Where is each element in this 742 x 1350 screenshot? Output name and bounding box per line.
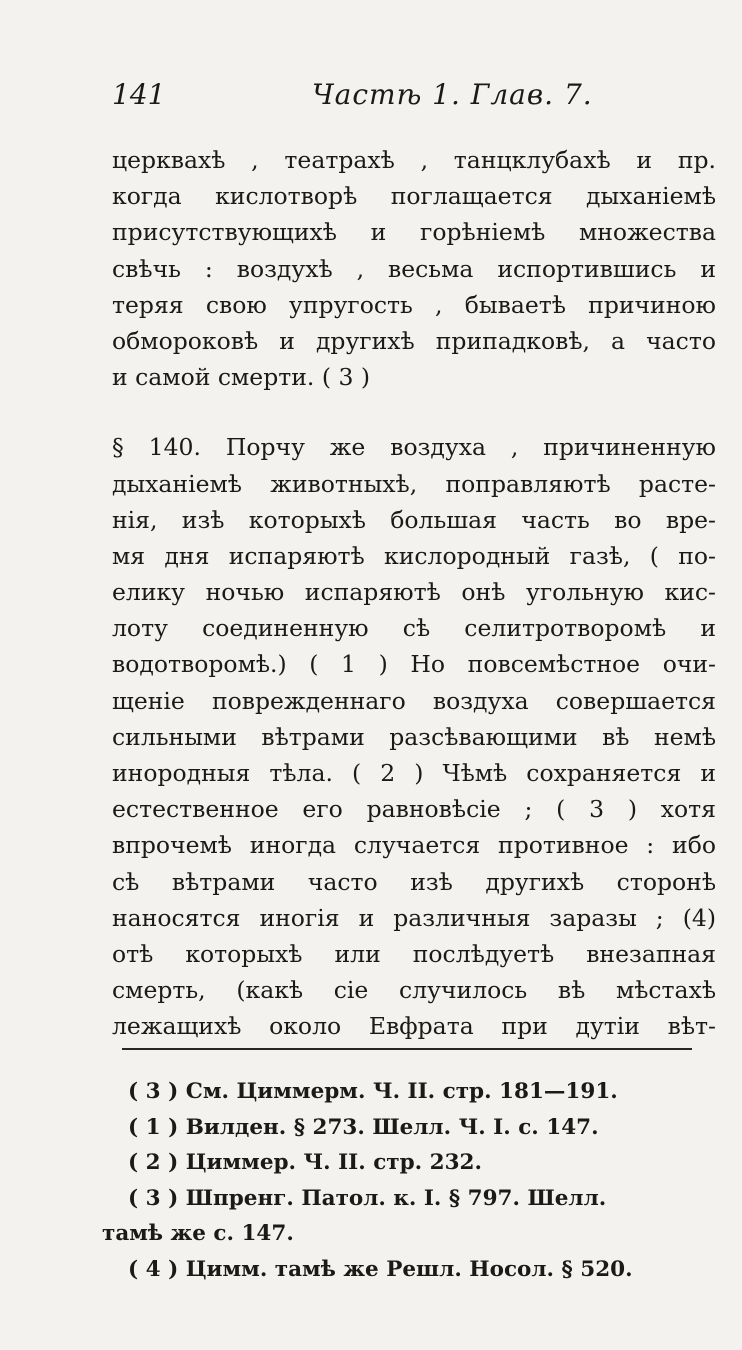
text-line: естественное его равновѣсіе ; ( 3 ) хотя [112, 795, 716, 824]
footnote: ( 3 ) См. Циммерм. Ч. II. стр. 181—191. [128, 1079, 618, 1104]
text-line: мя дня испаряютѣ кислородный газѣ, ( по- [112, 541, 716, 570]
footnote: ( 2 ) Циммер. Ч. II. стр. 232. [128, 1150, 482, 1176]
text-line: сильными вѣтрами разсѣвающими вѣ немѣ [112, 722, 716, 751]
text-line: впрочемѣ иногда случается противное : ибо [112, 831, 716, 860]
footnote-continuation: тамѣ же с. 147. [102, 1221, 294, 1247]
page-number: 141 [112, 78, 166, 111]
footnotes [102, 1074, 716, 1288]
text-line: инородныя тѣла. ( 2 ) Чѣмѣ сохраняется и [112, 759, 716, 787]
text-line: свѣчь : воздухѣ , весьма испортившись и [112, 254, 716, 283]
footnote: ( 1 ) Вилден. § 273. Шелл. Ч. I. с. 147. [128, 1114, 599, 1140]
text-line: смерть, (какѣ сіе случилось вѣ мѣстахѣ [112, 976, 716, 1005]
text-line: церквахѣ , театрахѣ , танцклубахѣ и пр. [112, 146, 716, 174]
running-head: Частѣ 1. Глав. 7. [312, 78, 593, 111]
footnote-divider [122, 1048, 692, 1050]
text-line: § 140. Порчу же воздуха , причиненную [112, 433, 716, 462]
text-line: когда кислотворѣ поглащается дыханіемѣ [112, 182, 716, 211]
page-header [112, 78, 652, 118]
text-line: водотворомѣ.) ( 1 ) Но повсемѣстное очи- [112, 650, 716, 679]
text-line: и самой смерти. ( 3 ) [112, 363, 371, 392]
body-text [112, 142, 716, 1045]
text-line: щеніе поврежденнаго воздуха совершается [112, 686, 716, 715]
text-line: сѣ вѣтрами часто изѣ другихѣ сторонѣ [112, 867, 716, 896]
footnote: ( 4 ) Цимм. тамѣ же Решл. Носол. § 520. [128, 1256, 633, 1282]
text-line: нія, изѣ которыхѣ большая часть во вре- [112, 505, 716, 534]
text-line: наносятся иногія и различныя заразы ; (4) [112, 903, 716, 932]
text-line: обмороковѣ и другихѣ припадковѣ, а часто [112, 326, 716, 355]
text-line: лежащихѣ около Евфрата при дутіи вѣт- [112, 1012, 716, 1041]
paragraph-2 [112, 429, 716, 1044]
text-line: теряя свою упругость , бываетѣ причиною [112, 290, 716, 319]
text-line: отѣ которыхѣ или послѣдуетѣ внезапная [112, 939, 716, 968]
text-line: дыханіемѣ животныхѣ, поправляютѣ расте- [112, 469, 716, 498]
footnote: ( 3 ) Шпренг. Патол. к. I. § 797. Шелл. [128, 1185, 607, 1211]
text-line: лоту соединенную сѣ селитротворомѣ и [112, 614, 716, 643]
paragraph-1 [112, 142, 716, 395]
text-line: елику ночью испаряютѣ онѣ угольную кис- [112, 578, 716, 607]
text-line: присутствующихѣ и горѣніемѣ множества [112, 218, 716, 247]
